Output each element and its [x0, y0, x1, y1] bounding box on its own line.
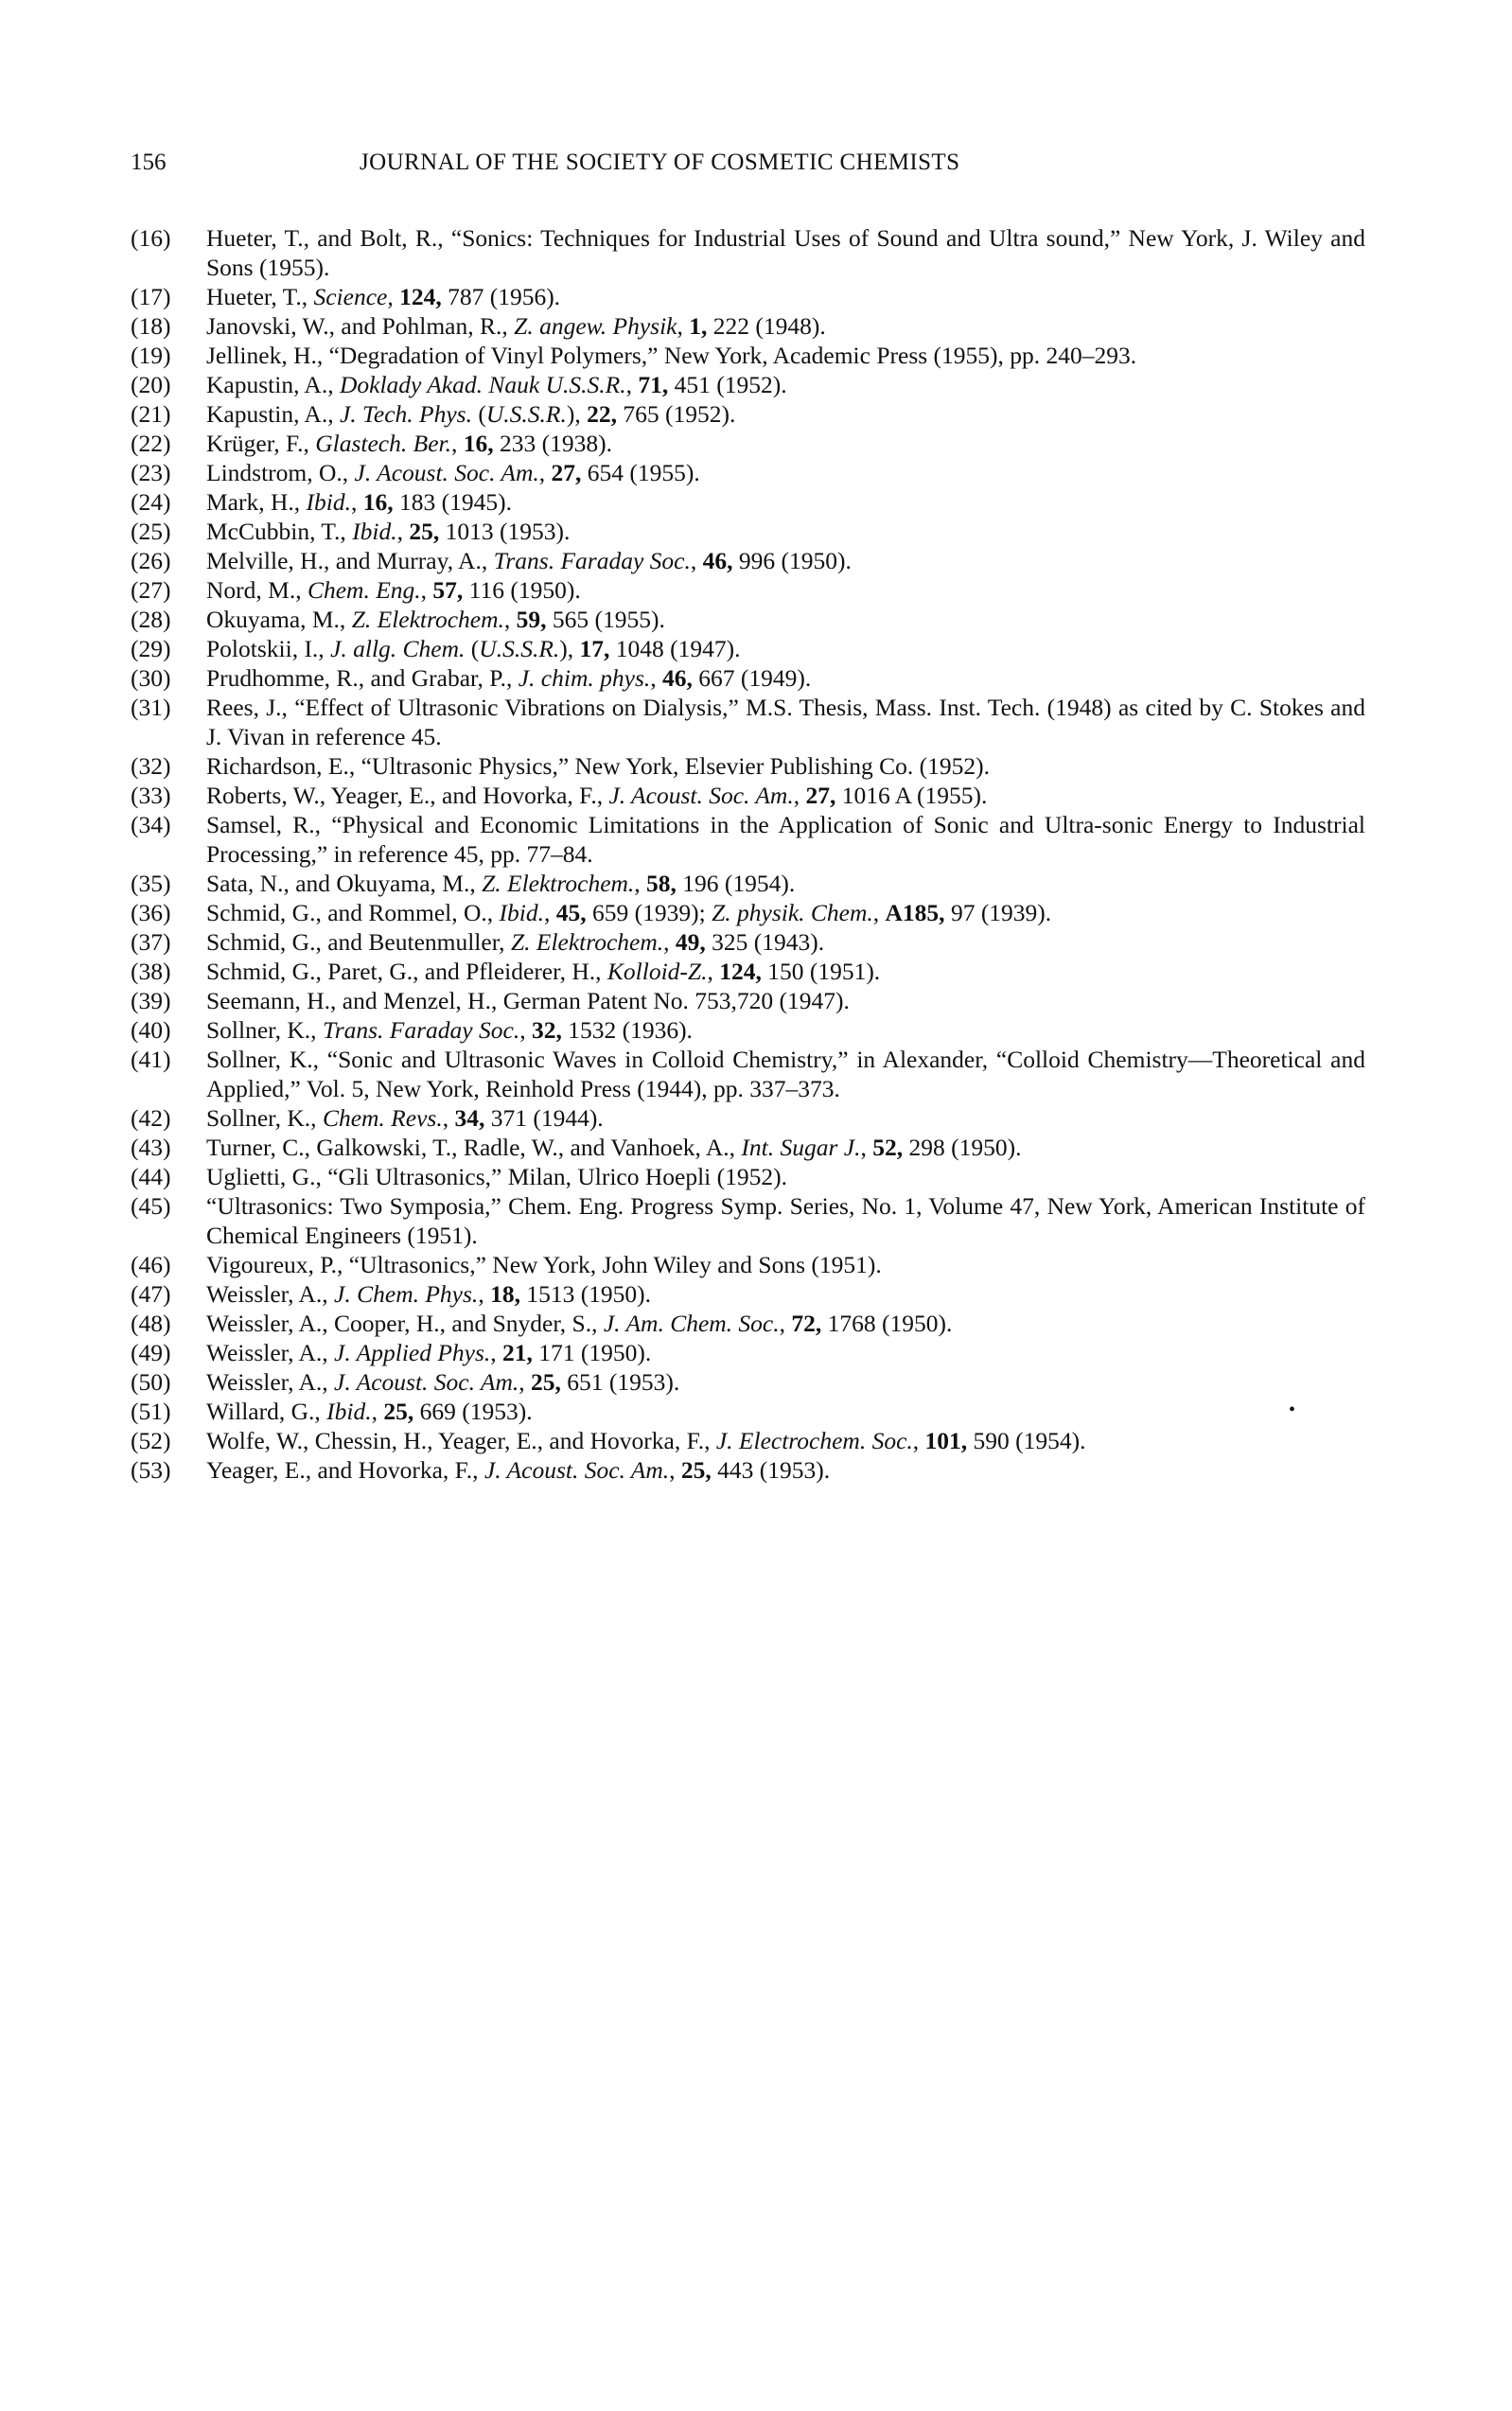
reference-text	[206, 1426, 1365, 1455]
reference-segment: Schmid, G., and Beutenmuller,	[206, 928, 511, 956]
reference-item	[131, 1250, 1365, 1279]
reference-item	[131, 751, 1365, 781]
reference-segment: ,	[350, 488, 363, 516]
reference-segment: ,	[793, 782, 806, 809]
reference-item	[131, 1309, 1365, 1338]
volume-number: 49,	[675, 928, 706, 956]
reference-number: (27)	[131, 576, 171, 604]
reference-segment: 1532 (1936).	[561, 1016, 693, 1044]
reference-segment: Polotskii, I.,	[206, 635, 331, 662]
reference-text	[206, 898, 1365, 927]
reference-item	[131, 1367, 1365, 1397]
reference-segment: Kapustin, A.,	[206, 400, 340, 428]
reference-segment: Weissler, A.,	[206, 1280, 335, 1308]
reference-number: (31)	[131, 694, 171, 721]
reference-segment: ,	[669, 1456, 681, 1484]
reference-segment: ,	[872, 899, 886, 926]
reference-number: (48)	[131, 1310, 171, 1337]
reference-text	[206, 986, 1365, 1015]
reference-text	[206, 458, 1365, 487]
reference-segment: ),	[559, 635, 580, 662]
reference-segment: 171 (1950).	[532, 1339, 652, 1366]
reference-text	[206, 429, 1365, 458]
reference-text	[206, 1103, 1365, 1133]
volume-number: 17,	[579, 635, 610, 662]
reference-text	[206, 1455, 1365, 1485]
reference-number: (24)	[131, 488, 171, 516]
reference-text	[206, 1133, 1365, 1162]
reference-segment: Sata, N., and Okuyama, M.,	[206, 870, 483, 897]
reference-number: (30)	[131, 664, 171, 692]
reference-segment: ,	[912, 1427, 925, 1454]
reference-item	[131, 1279, 1365, 1309]
journal-name: Science	[313, 283, 388, 310]
journal-name: Z. angew. Physik	[514, 312, 677, 340]
reference-text	[206, 1279, 1365, 1309]
reference-item	[131, 341, 1365, 370]
reference-segment: ,	[450, 430, 464, 457]
reference-item	[131, 282, 1365, 311]
reference-segment: ,	[634, 870, 647, 897]
reference-item	[131, 957, 1365, 986]
reference-item	[131, 517, 1365, 546]
reference-text	[206, 1191, 1365, 1250]
reference-item	[131, 575, 1365, 605]
reference-number: (51)	[131, 1398, 171, 1425]
reference-segment: ,	[707, 958, 720, 985]
reference-segment: ,	[779, 1310, 792, 1337]
journal-name: J. Acoust. Soc. Am.	[608, 782, 794, 809]
reference-segment: Kapustin, A.,	[206, 371, 340, 398]
reference-segment: 325 (1943).	[705, 928, 825, 956]
reference-item	[131, 781, 1365, 810]
reference-item	[131, 399, 1365, 429]
reference-item	[131, 1103, 1365, 1133]
reference-list	[131, 223, 1365, 1485]
reference-segment: 669 (1953).	[413, 1398, 533, 1425]
reference-item	[131, 458, 1365, 487]
reference-segment: ,	[478, 1280, 491, 1308]
reference-segment: ,	[663, 928, 676, 956]
volume-number: 45,	[555, 899, 587, 926]
reference-segment: 97 (1939).	[944, 899, 1052, 926]
reference-number: (42)	[131, 1104, 171, 1132]
reference-number: (47)	[131, 1280, 171, 1308]
reference-segment: Weissler, A.,	[206, 1339, 335, 1366]
journal-name: Trans. Faraday Soc.	[322, 1016, 520, 1044]
reference-number: (37)	[131, 928, 171, 956]
reference-segment: Melville, H., and Murray, A.,	[206, 547, 494, 574]
reference-text	[206, 1045, 1365, 1103]
volume-number: 18,	[490, 1280, 520, 1308]
reference-item	[131, 810, 1365, 869]
reference-number: (29)	[131, 635, 171, 662]
reference-number: (20)	[131, 371, 171, 398]
volume-number: 72,	[791, 1310, 822, 1337]
reference-segment: ,	[690, 547, 703, 574]
reference-segment: Mark, H.,	[206, 488, 307, 516]
reference-segment: Okuyama, M.,	[206, 606, 352, 633]
reference-segment: Lindstrom, O.,	[206, 459, 355, 486]
journal-name: J. Acoust. Soc. Am.	[354, 459, 539, 486]
reference-item	[131, 1015, 1365, 1045]
journal-name: U.S.S.R.	[479, 635, 560, 662]
reference-number: (21)	[131, 400, 171, 428]
reference-segment: ,	[860, 1134, 873, 1161]
reference-segment: Wolfe, W., Chessin, H., Yeager, E., and Hovorka, F.,	[206, 1427, 716, 1454]
reference-item	[131, 311, 1365, 341]
reference-segment: ,	[650, 664, 662, 692]
journal-name: J. Acoust. Soc. Am.	[483, 1456, 670, 1484]
reference-text	[206, 399, 1365, 429]
reference-text	[206, 1250, 1365, 1279]
reference-item	[131, 1397, 1365, 1426]
reference-segment: Roberts, W., Yeager, E., and Hovorka, F.,	[206, 782, 609, 809]
journal-name: Chem. Eng.	[307, 576, 421, 604]
reference-text	[206, 1397, 1365, 1426]
reference-segment: Sollner, K.,	[206, 1104, 323, 1132]
reference-number: (50)	[131, 1368, 171, 1396]
reference-segment: ,	[371, 1398, 384, 1425]
reference-segment: Sollner, K.,	[206, 1016, 323, 1044]
page-number: 156	[131, 150, 167, 175]
reference-segment: 451 (1952).	[668, 371, 787, 398]
reference-item	[131, 1133, 1365, 1162]
journal-name: J. Chem. Phys.	[334, 1280, 479, 1308]
reference-text	[206, 1309, 1365, 1338]
volume-number: 1,	[689, 312, 708, 340]
reference-number: (17)	[131, 283, 171, 310]
reference-segment: ),	[566, 400, 588, 428]
reference-segment: 1016 A (1955).	[835, 782, 988, 809]
reference-segment: Richardson, E., “Ultrasonic Physics,” New York, Elsevier Publishing Co. (1952).	[206, 752, 990, 780]
volume-number: 27,	[805, 782, 836, 809]
reference-segment: McCubbin, T.,	[206, 518, 353, 545]
volume-number: 124,	[399, 283, 442, 310]
reference-item	[131, 1338, 1365, 1367]
reference-segment: ,	[503, 606, 517, 633]
reference-item	[131, 487, 1365, 517]
reference-segment: ,	[490, 1339, 503, 1366]
reference-segment: 996 (1950).	[732, 547, 852, 574]
reference-number: (46)	[131, 1251, 171, 1278]
volume-number: 16,	[463, 430, 494, 457]
journal-name: Glastech. Ber.	[315, 430, 451, 457]
reference-text	[206, 810, 1365, 869]
journal-name: Doklady Akad. Nauk U.S.S.R.	[339, 371, 626, 398]
volume-number: 21,	[502, 1339, 533, 1366]
reference-segment: ,	[677, 312, 690, 340]
reference-segment: 1013 (1953).	[439, 518, 571, 545]
reference-text	[206, 223, 1365, 282]
volume-number: 124,	[719, 958, 762, 985]
journal-name: Ibid.	[499, 899, 544, 926]
reference-text	[206, 575, 1365, 605]
reference-number: (25)	[131, 518, 171, 545]
reference-segment: ,	[625, 371, 639, 398]
reference-number: (49)	[131, 1339, 171, 1366]
reference-segment: 116 (1950).	[463, 576, 581, 604]
volume-number: A185,	[885, 899, 945, 926]
reference-segment: 590 (1954).	[967, 1427, 1086, 1454]
volume-number: 25,	[383, 1398, 414, 1425]
journal-name: J. Am. Chem. Soc.	[603, 1310, 780, 1337]
reference-segment: Schmid, G., and Rommel, O.,	[206, 899, 500, 926]
reference-segment: Uglietti, G., “Gli Ultrasonics,” Milan, Ulrico Hoepli (1952).	[206, 1163, 788, 1190]
reference-item	[131, 370, 1365, 399]
journal-name: Ibid.	[306, 488, 351, 516]
reference-segment: Krüger, F.,	[206, 430, 316, 457]
reference-item	[131, 986, 1365, 1015]
reference-segment: ,	[543, 899, 556, 926]
journal-name: Z. Elektrochem.	[510, 928, 664, 956]
reference-text	[206, 311, 1365, 341]
volume-number: 58,	[646, 870, 677, 897]
reference-segment: “Ultrasonics: Two Symposia,” Chem. Eng. Progress Symp. Series, No. 1, Volume 47, New York, American Institute of Chemical Engineers (1951).	[206, 1192, 1365, 1249]
reference-text	[206, 1338, 1365, 1367]
reference-text	[206, 1367, 1365, 1397]
reference-segment: Yeager, E., and Hovorka, F.,	[206, 1456, 484, 1484]
journal-name: J. allg. Chem.	[330, 635, 466, 662]
reference-segment: 222 (1948).	[707, 312, 826, 340]
reference-segment: 651 (1953).	[560, 1368, 680, 1396]
reference-number: (43)	[131, 1134, 171, 1161]
reference-segment: 196 (1954).	[676, 870, 796, 897]
reference-text	[206, 370, 1365, 399]
reference-number: (39)	[131, 987, 171, 1014]
journal-name: Int. Sugar J.	[741, 1134, 861, 1161]
reference-segment: Willard, G.,	[206, 1398, 327, 1425]
reference-segment: ,	[538, 459, 552, 486]
reference-text	[206, 1015, 1365, 1045]
volume-number: 52,	[872, 1134, 904, 1161]
journal-name: U.S.S.R.	[485, 400, 567, 428]
reference-item	[131, 1045, 1365, 1103]
reference-item	[131, 634, 1365, 663]
reference-segment: Vigoureux, P., “Ultrasonics,” New York, John Wiley and Sons (1951).	[206, 1251, 882, 1278]
volume-number: 57,	[432, 576, 464, 604]
reference-segment: Samsel, R., “Physical and Economic Limitations in the Application of Sonic and Ultra-sonic Energy to Industrial Processing,” in reference 45, pp. 77–84.	[206, 811, 1365, 868]
reference-segment: 659 (1939);	[586, 899, 712, 926]
volume-number: 25,	[531, 1368, 561, 1396]
reference-segment: 233 (1938).	[493, 430, 612, 457]
reference-item	[131, 429, 1365, 458]
reference-number: (40)	[131, 1016, 171, 1044]
reference-text	[206, 957, 1365, 986]
journal-name: Trans. Faraday Soc.	[493, 547, 691, 574]
reference-segment: Weissler, A., Cooper, H., and Snyder, S.,	[206, 1310, 604, 1337]
reference-text	[206, 781, 1365, 810]
volume-number: 34,	[454, 1104, 485, 1132]
reference-segment: 443 (1953).	[711, 1456, 831, 1484]
running-header	[0, 150, 1512, 187]
reference-number: (45)	[131, 1192, 171, 1220]
reference-number: (53)	[131, 1456, 171, 1484]
reference-segment: ,	[519, 1016, 532, 1044]
reference-text	[206, 634, 1365, 663]
reference-number: (52)	[131, 1427, 171, 1454]
journal-name: Ibid.	[326, 1398, 372, 1425]
volume-number: 32,	[531, 1016, 562, 1044]
volume-number: 71,	[638, 371, 669, 398]
reference-segment: 765 (1952).	[616, 400, 736, 428]
volume-number: 101,	[924, 1427, 968, 1454]
journal-name: Kolloid-Z.	[607, 958, 708, 985]
reference-item	[131, 1455, 1365, 1485]
reference-item	[131, 605, 1365, 634]
reference-text	[206, 605, 1365, 634]
reference-number: (22)	[131, 430, 171, 457]
reference-segment: 667 (1949).	[692, 664, 812, 692]
reference-number: (16)	[131, 224, 171, 252]
reference-segment: 565 (1955).	[546, 606, 665, 633]
reference-text	[206, 341, 1365, 370]
reference-number: (35)	[131, 870, 171, 897]
reference-number: (33)	[131, 782, 171, 809]
reference-segment: Seemann, H., and Menzel, H., German Patent No. 753,720 (1947).	[206, 987, 850, 1014]
reference-segment: Hueter, T., and Bolt, R., “Sonics: Techniques for Industrial Uses of Sound and Ultra sound,” New York, J. Wiley and Sons (1955).	[206, 224, 1365, 281]
journal-name: Chem. Revs.	[322, 1104, 443, 1132]
reference-segment: 298 (1950).	[903, 1134, 1022, 1161]
reference-text	[206, 663, 1365, 693]
volume-number: 25,	[409, 518, 440, 545]
volume-number: 16,	[362, 488, 394, 516]
reference-number: (18)	[131, 312, 171, 340]
reference-number: (41)	[131, 1046, 171, 1073]
journal-name: J. Tech. Phys.	[339, 400, 472, 428]
journal-title: JOURNAL OF THE SOCIETY OF COSMETIC CHEMISTS	[360, 150, 960, 175]
reference-item	[131, 898, 1365, 927]
reference-number: (23)	[131, 459, 171, 486]
volume-number: 22,	[587, 400, 617, 428]
reference-text	[206, 282, 1365, 311]
reference-segment: 183 (1945).	[393, 488, 512, 516]
reference-text	[206, 751, 1365, 781]
reference-item	[131, 927, 1365, 957]
volume-number: 46,	[702, 547, 733, 574]
reference-text	[206, 1162, 1365, 1191]
reference-segment: 1513 (1950).	[519, 1280, 652, 1308]
reference-text	[206, 546, 1365, 575]
journal-name: Z. Elektrochem.	[351, 606, 504, 633]
reference-text	[206, 487, 1365, 517]
reference-number: (32)	[131, 752, 171, 780]
reference-item	[131, 1191, 1365, 1250]
reference-number: (38)	[131, 958, 171, 985]
reference-segment: ,	[442, 1104, 455, 1132]
volume-number: 25,	[680, 1456, 712, 1484]
journal-name: Ibid.	[352, 518, 397, 545]
reference-number: (26)	[131, 547, 171, 574]
reference-segment: Rees, J., “Effect of Ultrasonic Vibrations on Dialysis,” M.S. Thesis, Mass. Inst. Tech. (1948) as cited by C. Stokes and J. Vivan in reference 45.	[206, 694, 1365, 750]
reference-segment: 1048 (1947).	[609, 635, 741, 662]
journal-name: Z. Elektrochem.	[482, 870, 635, 897]
journal-name: J. chim. phys.	[518, 664, 651, 692]
reference-segment: Nord, M.,	[206, 576, 308, 604]
reference-text	[206, 927, 1365, 957]
journal-name: Z. physik. Chem.	[712, 899, 873, 926]
reference-segment: (	[465, 635, 480, 662]
reference-segment: ,	[387, 283, 400, 310]
reference-text	[206, 517, 1365, 546]
reference-segment: 371 (1944).	[484, 1104, 604, 1132]
reference-item	[131, 546, 1365, 575]
reference-segment: 1768 (1950).	[821, 1310, 953, 1337]
reference-text	[206, 869, 1365, 898]
reference-segment: Weissler, A.,	[206, 1368, 335, 1396]
reference-segment: (	[471, 400, 486, 428]
reference-number: (34)	[131, 811, 171, 838]
reference-item	[131, 1162, 1365, 1191]
reference-number: (36)	[131, 899, 171, 926]
reference-segment: ,	[420, 576, 433, 604]
reference-item	[131, 1426, 1365, 1455]
journal-name: J. Acoust. Soc. Am.	[334, 1368, 519, 1396]
reference-segment: Jellinek, H., “Degradation of Vinyl Polymers,” New York, Academic Press (1955), pp. 240–293.	[206, 342, 1137, 369]
reference-item	[131, 693, 1365, 751]
reference-item	[131, 869, 1365, 898]
reference-segment: 150 (1951).	[761, 958, 881, 985]
reference-item	[131, 663, 1365, 693]
reference-number: (28)	[131, 606, 171, 633]
reference-segment: 654 (1955).	[581, 459, 700, 486]
stray-mark: •	[1289, 1399, 1296, 1420]
volume-number: 59,	[516, 606, 547, 633]
reference-segment: Turner, C., Galkowski, T., Radle, W., and Vanhoek, A.,	[206, 1134, 742, 1161]
reference-segment: Janovski, W., and Pohlman, R.,	[206, 312, 515, 340]
reference-text	[206, 693, 1365, 751]
journal-name: J. Electrochem. Soc.	[715, 1427, 913, 1454]
reference-item	[131, 223, 1365, 282]
reference-number: (19)	[131, 342, 171, 369]
reference-segment: Prudhomme, R., and Grabar, P.,	[206, 664, 519, 692]
reference-segment: Schmid, G., Paret, G., and Pfleiderer, H.,	[206, 958, 607, 985]
reference-segment: Sollner, K., “Sonic and Ultrasonic Waves in Colloid Chemistry,” in Alexander, “Colloid Chemistry—Theoretical and Applied,” Vol. 5, New York, Reinhold Press (1944), pp. 337–373.	[206, 1046, 1365, 1102]
reference-segment: Hueter, T.,	[206, 283, 314, 310]
volume-number: 46,	[662, 664, 693, 692]
reference-number: (44)	[131, 1163, 171, 1190]
volume-number: 27,	[551, 459, 582, 486]
reference-segment: 787 (1956).	[441, 283, 561, 310]
reference-segment: ,	[396, 518, 410, 545]
journal-name: J. Applied Phys.	[334, 1339, 491, 1366]
reference-segment: ,	[519, 1368, 532, 1396]
